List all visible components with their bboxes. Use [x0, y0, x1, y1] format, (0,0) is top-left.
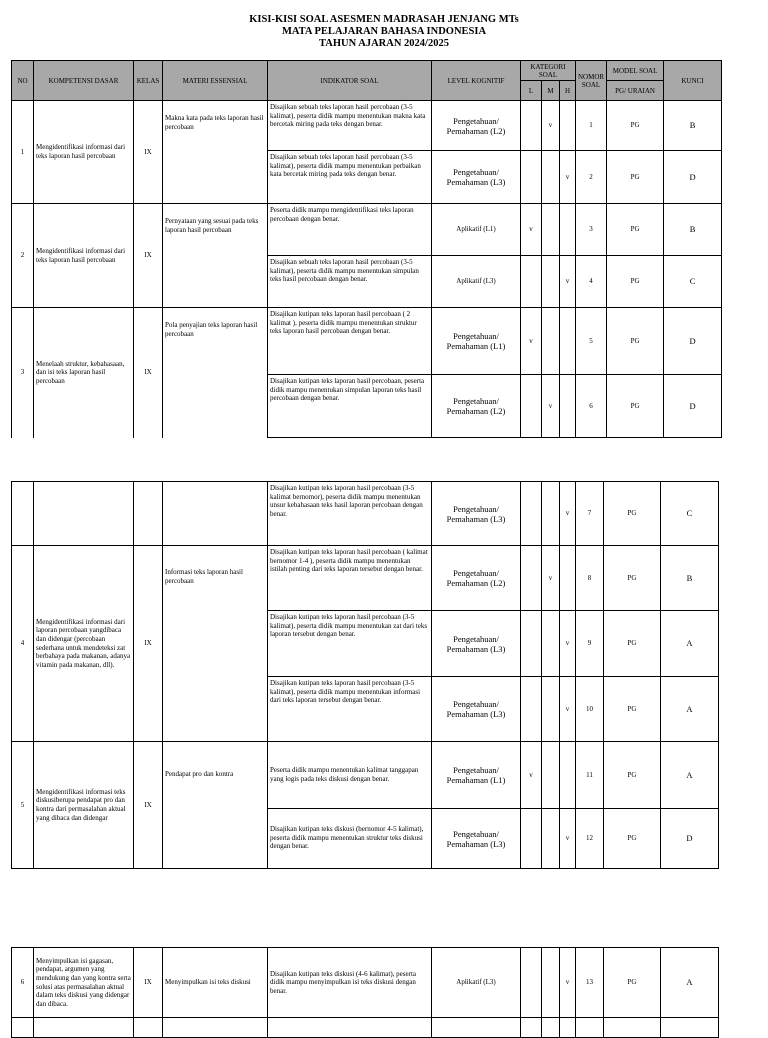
row-kunci: D	[664, 375, 722, 438]
row-cat-H: v	[560, 809, 576, 869]
row-materi: Makna kata pada teks laporan hasil percobaan	[163, 101, 268, 204]
kisi-kisi-table-page3	[11, 947, 719, 1038]
row-level: Pengetahuan/ Pemahaman (L2)	[432, 101, 521, 151]
row-no: 2	[12, 204, 34, 308]
row-indikator: Disajikan sebuah teks laporan hasil percobaan (3-5 kalimat), peserta didik mampu menentukan makna kata bercetak miring pada teks dengan benar.	[268, 101, 432, 151]
row-indikator: Disajikan kutipan teks diskusi (bernomor 4-5 kalimat), peserta didik mampu menentukan struktur teks diskusi dengan benar.	[268, 809, 432, 869]
row-level: Pengetahuan/ Pemahaman (L2)	[432, 375, 521, 438]
table-row	[12, 308, 722, 375]
row-kelas-continued	[134, 482, 163, 546]
row-cat-M	[542, 256, 560, 308]
row-materi: Informasi teks laporan hasil percobaan	[163, 546, 268, 742]
row-cat-H: v	[560, 948, 576, 1018]
row-cat-H	[560, 204, 576, 256]
row-level: Pengetahuan/ Pemahaman (L3)	[432, 482, 521, 546]
row-model: PG	[604, 482, 661, 546]
row-cat-M	[542, 742, 560, 809]
row-cat-H: v	[560, 611, 576, 677]
header-kunci: KUNCI	[664, 61, 722, 101]
row-kelas: IX	[134, 308, 163, 438]
row-level: Pengetahuan/ Pemahaman (L2)	[432, 546, 521, 611]
row-no: 5	[12, 742, 34, 869]
row-cat-L	[521, 101, 542, 151]
row-cat-H	[560, 546, 576, 611]
row-indikator: Peserta didik mampu mengidentifikasi teks laporan percobaan dengan benar.	[268, 204, 432, 256]
table-row	[12, 546, 719, 611]
row-cat-L	[521, 482, 542, 546]
row-indikator: Disajikan kutipan teks laporan hasil percobaan (3-5 kalimat), peserta didik mampu menentukan informasi dari teks laporan tersebut dengan benar.	[268, 677, 432, 742]
row-kompetensi-dasar: Mengidentifikasi informasi dari teks laporan hasil percobaan	[34, 204, 134, 308]
row-indikator: Disajikan kutipan teks diskusi (4-6 kalimat), peserta didik mampu menyimpulkan isi teks diskusi dengan benar.	[268, 948, 432, 1018]
row-cat-H	[560, 101, 576, 151]
row-no: 6	[12, 948, 34, 1018]
row-materi: Pola penyajian teks laporan hasil percobaan	[163, 308, 268, 438]
header-kelas: KELAS	[134, 61, 163, 101]
row-level: Aplikatif (L1)	[432, 204, 521, 256]
header-materi: MATERI ESSENSIAL	[163, 61, 268, 101]
kisi-kisi-table-page1	[11, 60, 722, 438]
row-no: 4	[12, 546, 34, 742]
row-kelas: IX	[134, 546, 163, 742]
row-cat-M	[542, 151, 560, 204]
row-cat-L	[521, 948, 542, 1018]
row-kunci: A	[661, 611, 719, 677]
row-model: PG	[607, 101, 664, 151]
row-nomor: 9	[576, 611, 604, 677]
header-level: LEVEL KOGNITIF	[432, 61, 521, 101]
table-row	[12, 101, 722, 151]
row-cat-M	[542, 308, 560, 375]
row-kunci: D	[664, 308, 722, 375]
header-kompetensi-dasar: KOMPETENSI DASAR	[34, 61, 134, 101]
row-cat-M: v	[542, 101, 560, 151]
row-cat-H: v	[560, 482, 576, 546]
header-model-sub: PG/ URAIAN	[607, 81, 664, 101]
row-model: PG	[604, 948, 661, 1018]
row-kunci: B	[664, 204, 722, 256]
row-cat-M	[542, 948, 560, 1018]
row-cat-M	[542, 809, 560, 869]
row-nomor: 13	[576, 948, 604, 1018]
row-indikator: Disajikan kutipan teks laporan hasil percobaan (3-5 kalimat), peserta didik mampu menentukan zat dari teks laporan tersebut dengan benar.	[268, 611, 432, 677]
row-indikator: Disajikan kutipan teks laporan hasil percobaan ( kalimat bernomor 1-4 ), peserta didik mampu menentukan istilah penting dari teks laporan tersebut dengan benar.	[268, 546, 432, 611]
row-model: PG	[604, 611, 661, 677]
row-nomor: 12	[576, 809, 604, 869]
row-cat-L	[521, 677, 542, 742]
row-cat-H: v	[560, 677, 576, 742]
row-cat-L	[521, 375, 542, 438]
row-level: Pengetahuan/ Pemahaman (L3)	[432, 809, 521, 869]
row-nomor: 3	[576, 204, 607, 256]
row-model: PG	[607, 256, 664, 308]
row-cat-M: v	[542, 546, 560, 611]
row-cat-L	[521, 256, 542, 308]
row-no: 3	[12, 308, 34, 438]
row-cat-H	[560, 375, 576, 438]
header-indikator: INDIKATOR SOAL	[268, 61, 432, 101]
row-cat-M	[542, 482, 560, 546]
row-indikator: Disajikan sebuah teks laporan hasil percobaan (3-5 kalimat), peserta didik mampu menentukan simpulan teks hasil percobaan dengan benar.	[268, 256, 432, 308]
row-materi: Pernyataan yang sesuai pada teks laporan hasil percobaan	[163, 204, 268, 308]
row-nomor: 11	[576, 742, 604, 809]
row-kunci: D	[661, 809, 719, 869]
row-cat-L: v	[521, 308, 542, 375]
row-kunci: A	[661, 742, 719, 809]
row-model: PG	[607, 204, 664, 256]
row-no: 1	[12, 101, 34, 204]
row-kunci: C	[661, 482, 719, 546]
header-kategori: KATEGORI SOAL	[521, 61, 576, 81]
row-cat-L	[521, 809, 542, 869]
header-L: L	[521, 81, 542, 101]
row-model: PG	[604, 546, 661, 611]
row-nomor: 10	[576, 677, 604, 742]
row-no-continued	[12, 482, 34, 546]
row-level: Aplikatif (L3)	[432, 948, 521, 1018]
row-cat-H	[560, 742, 576, 809]
row-kompetensi-dasar: Menyimpulkan isi gagasan, pendapat, argumen yang mendukung dan yang kontra serta solusi atas permasalahan aktual dalam teks diskusi yang didengar dan dibaca.	[34, 948, 134, 1018]
row-level: Pengetahuan/ Pemahaman (L3)	[432, 151, 521, 204]
row-level: Pengetahuan/ Pemahaman (L3)	[432, 677, 521, 742]
header-H: H	[560, 81, 576, 101]
row-kelas: IX	[134, 101, 163, 204]
kisi-kisi-table-page2	[11, 481, 719, 869]
row-cat-L	[521, 151, 542, 204]
row-kelas: IX	[134, 742, 163, 869]
row-kelas: IX	[134, 948, 163, 1018]
row-kunci: C	[664, 256, 722, 308]
row-cat-H: v	[560, 151, 576, 204]
header-M: M	[542, 81, 560, 101]
row-level: Pengetahuan/ Pemahaman (L1)	[432, 308, 521, 375]
row-nomor: 8	[576, 546, 604, 611]
row-indikator: Disajikan sebuah teks laporan hasil percobaan (3-5 kalimat), peserta didik mampu menentukan perbaikan kata bercetak miring pada teks dengan benar.	[268, 151, 432, 204]
row-level: Aplikatif (L3)	[432, 256, 521, 308]
row-nomor: 1	[576, 101, 607, 151]
doc-title-line3: TAHUN AJARAN 2024/2025	[319, 38, 449, 49]
row-kunci: A	[661, 948, 719, 1018]
header-row	[12, 61, 722, 81]
row-cat-L: v	[521, 742, 542, 809]
row-kelas: IX	[134, 204, 163, 308]
row-kompetensi-dasar: Mengidentifikasi informasi teks diskusiberupa pendapat pro dan kontra dari permasalahan aktual yang dibaca dan didengar	[34, 742, 134, 869]
doc-title-line1: KISI-KISI SOAL ASESMEN MADRASAH JENJANG MTs	[249, 14, 519, 25]
row-model: PG	[607, 151, 664, 204]
row-nomor: 7	[576, 482, 604, 546]
row-cat-L: v	[521, 204, 542, 256]
row-cat-L	[521, 611, 542, 677]
row-materi: Pendapat pro dan kontra	[163, 742, 268, 869]
row-nomor: 5	[576, 308, 607, 375]
row-model: PG	[604, 809, 661, 869]
header-no: NO	[12, 61, 34, 101]
table-row-next-partial	[12, 1018, 719, 1038]
row-materi: Menyimpulkan isi teks diskusi	[163, 948, 268, 1018]
row-model: PG	[604, 742, 661, 809]
row-nomor: 4	[576, 256, 607, 308]
row-kunci: A	[661, 677, 719, 742]
doc-title-line2: MATA PELAJARAN BAHASA INDONESIA	[281, 26, 487, 37]
row-kunci: B	[664, 101, 722, 151]
row-level: Pengetahuan/ Pemahaman (L1)	[432, 742, 521, 809]
row-indikator: Peserta didik mampu menentukan kalimat tanggapan yang logis pada teks diskusi dengan benar.	[268, 742, 432, 809]
table-row	[12, 482, 719, 546]
row-kompetensi-dasar: Mengidentifikasi informasi dari teks laporan hasil percobaan	[34, 101, 134, 204]
row-cat-M	[542, 204, 560, 256]
row-level: Pengetahuan/ Pemahaman (L3)	[432, 611, 521, 677]
row-cat-H: v	[560, 256, 576, 308]
row-kunci: D	[664, 151, 722, 204]
row-materi-continued	[163, 482, 268, 546]
header-nomor: NOMOR SOAL	[576, 61, 607, 101]
row-kompetensi-dasar: Mengidentifikasi informasi dari laporan percobaan yangdibaca dan didengar (percobaan sederhana untuk mendeteksi zat berbahaya pada makanan, adanya vitamin pada makanan, dll).	[34, 546, 134, 742]
row-cat-M: v	[542, 375, 560, 438]
row-cat-M	[542, 677, 560, 742]
row-indikator: Disajikan kutipan teks laporan hasil percobaan, peserta didik mampu menentukan simpulan laporan teks hasil percobaan dengan benar.	[268, 375, 432, 438]
row-cat-L	[521, 546, 542, 611]
table-row	[12, 742, 719, 809]
header-model: MODEL SOAL	[607, 61, 664, 81]
row-indikator: Disajikan kutipan teks laporan hasil percobaan ( 2 kalimat ), peserta didik mampu menentukan struktur teks laporan hasil percobaan dengan benar.	[268, 308, 432, 375]
row-model: PG	[604, 677, 661, 742]
row-nomor: 2	[576, 151, 607, 204]
row-kompetensi-dasar: Menelaah struktur, kebahasaan, dan isi teks laporan hasil percobaan	[34, 308, 134, 438]
table-row	[12, 204, 722, 256]
row-kunci: B	[661, 546, 719, 611]
row-kd-continued	[34, 482, 134, 546]
row-cat-H	[560, 308, 576, 375]
row-model: PG	[607, 375, 664, 438]
row-nomor: 6	[576, 375, 607, 438]
row-model: PG	[607, 308, 664, 375]
row-cat-M	[542, 611, 560, 677]
table-row	[12, 948, 719, 1018]
row-indikator: Disajikan kutipan teks laporan hasil percobaan (3-5 kalimat bernomor), peserta didik mampu menentukan unsur kebahasaan teks hasil laporan percobaan dengan benar.	[268, 482, 432, 546]
